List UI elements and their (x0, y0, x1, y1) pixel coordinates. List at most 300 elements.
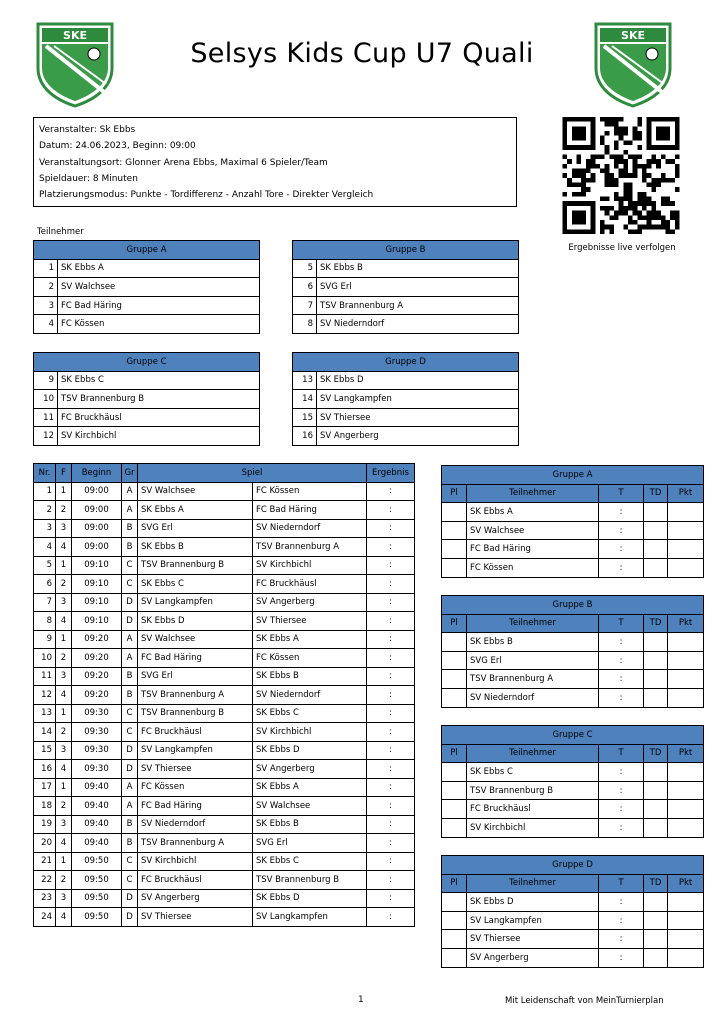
team-number: 16 (293, 427, 317, 446)
points-cell (668, 781, 704, 800)
away-team: SV Kirchbichl (253, 556, 367, 575)
group-team-row (293, 371, 519, 390)
group-team-row (293, 259, 519, 278)
group-team-row (34, 390, 260, 409)
match-group: D (122, 612, 138, 631)
match-number: 15 (34, 741, 56, 760)
group-team-row (34, 259, 260, 278)
goals-cell: : (599, 540, 644, 559)
goal-diff-cell (644, 818, 668, 837)
team-name: SK Ebbs B (317, 259, 519, 278)
match-field: 4 (56, 760, 72, 779)
match-row (34, 649, 415, 668)
standings-team: SV Walchsee (467, 521, 599, 540)
match-row (34, 908, 415, 927)
place-cell (442, 558, 467, 577)
match-number: 2 (34, 501, 56, 520)
away-team: SK Ebbs C (253, 704, 367, 723)
standings-row (442, 781, 704, 800)
col-result: Ergebnis (367, 464, 415, 483)
team-number: 12 (34, 427, 58, 446)
match-result: : (367, 704, 415, 723)
match-number: 21 (34, 852, 56, 871)
place-cell (442, 781, 467, 800)
match-row (34, 760, 415, 779)
group-team-row (293, 315, 519, 334)
group-team-row (293, 278, 519, 297)
match-row (34, 482, 415, 501)
standings-team: TSV Brannenburg B (467, 781, 599, 800)
home-team: SK Ebbs A (138, 501, 253, 520)
group-title: Gruppe B (293, 241, 519, 260)
match-group: B (122, 815, 138, 834)
goals-cell: : (599, 521, 644, 540)
home-team: SV Angerberg (138, 889, 253, 908)
col-team: Teilnehmer (467, 744, 599, 763)
shield-logo-icon (34, 22, 116, 108)
match-result: : (367, 815, 415, 834)
col-goal-diff: TD (644, 744, 668, 763)
col-goals: T (599, 614, 644, 633)
group-table (33, 240, 260, 334)
match-field: 4 (56, 612, 72, 631)
standings-group-title: Gruppe B (442, 596, 704, 615)
match-number: 18 (34, 797, 56, 816)
goal-diff-cell (644, 558, 668, 577)
points-cell (668, 930, 704, 949)
home-team: FC Bad Häring (138, 797, 253, 816)
match-row (34, 519, 415, 538)
standings-group-title: Gruppe D (442, 856, 704, 875)
team-name: FC Bad Häring (58, 296, 260, 315)
match-result: : (367, 797, 415, 816)
home-team: TSV Brannenburg B (138, 556, 253, 575)
points-cell (668, 503, 704, 522)
goal-diff-cell (644, 948, 668, 967)
col-goal-diff: TD (644, 484, 668, 503)
goals-cell: : (599, 893, 644, 912)
goal-diff-cell (644, 503, 668, 522)
team-name: SK Ebbs D (317, 371, 519, 390)
goals-cell: : (599, 763, 644, 782)
match-field: 2 (56, 501, 72, 520)
club-logo-left (34, 22, 116, 108)
match-field: 3 (56, 889, 72, 908)
team-number: 6 (293, 278, 317, 297)
home-team: FC Bad Häring (138, 649, 253, 668)
match-time: 09:00 (72, 482, 122, 501)
match-group: A (122, 630, 138, 649)
away-team: FC Kössen (253, 649, 367, 668)
col-points: Pkt (668, 484, 704, 503)
home-team: SV Thiersee (138, 908, 253, 927)
standings-team: FC Kössen (467, 558, 599, 577)
standings-row (442, 948, 704, 967)
away-team: SK Ebbs D (253, 889, 367, 908)
match-row (34, 538, 415, 557)
goal-diff-cell (644, 911, 668, 930)
match-number: 9 (34, 630, 56, 649)
home-team: SV Thiersee (138, 760, 253, 779)
match-number: 22 (34, 871, 56, 890)
match-result: : (367, 686, 415, 705)
team-name: SVG Erl (317, 278, 519, 297)
team-name: SV Langkampfen (317, 390, 519, 409)
match-field: 1 (56, 482, 72, 501)
team-name: SV Kirchbichl (58, 427, 260, 446)
standings-group-title: Gruppe A (442, 466, 704, 485)
goals-cell: : (599, 911, 644, 930)
standings-table (441, 725, 704, 838)
standings-team: SK Ebbs B (467, 633, 599, 652)
match-row (34, 741, 415, 760)
match-number: 1 (34, 482, 56, 501)
participants-label: Teilnehmer (37, 227, 84, 237)
away-team: SV Niederndorf (253, 519, 367, 538)
standings-row (442, 818, 704, 837)
place-cell (442, 540, 467, 559)
match-row (34, 815, 415, 834)
match-result: : (367, 538, 415, 557)
standings-row (442, 893, 704, 912)
home-team: SK Ebbs C (138, 575, 253, 594)
match-time: 09:20 (72, 649, 122, 668)
team-number: 8 (293, 315, 317, 334)
match-field: 3 (56, 741, 72, 760)
standings-table (441, 595, 704, 708)
standings-team: SV Thiersee (467, 930, 599, 949)
match-row (34, 889, 415, 908)
schedule-table (33, 463, 415, 927)
match-result: : (367, 741, 415, 760)
match-number: 17 (34, 778, 56, 797)
standings-row (442, 521, 704, 540)
match-result: : (367, 852, 415, 871)
goals-cell: : (599, 800, 644, 819)
away-team: SV Niederndorf (253, 686, 367, 705)
place-cell (442, 948, 467, 967)
match-group: D (122, 908, 138, 927)
group-title: Gruppe D (293, 353, 519, 372)
match-number: 19 (34, 815, 56, 834)
match-group: B (122, 667, 138, 686)
match-result: : (367, 760, 415, 779)
match-group: B (122, 686, 138, 705)
group-table (292, 240, 519, 334)
home-team: FC Bruckhäusl (138, 871, 253, 890)
points-cell (668, 893, 704, 912)
match-number: 7 (34, 593, 56, 612)
match-time: 09:50 (72, 852, 122, 871)
goal-diff-cell (644, 930, 668, 949)
col-points: Pkt (668, 614, 704, 633)
match-group: D (122, 889, 138, 908)
match-result: : (367, 593, 415, 612)
match-result: : (367, 482, 415, 501)
goal-diff-cell (644, 800, 668, 819)
away-team: TSV Brannenburg A (253, 538, 367, 557)
col-place: Pl (442, 484, 467, 503)
points-cell (668, 651, 704, 670)
match-time: 09:00 (72, 538, 122, 557)
home-team: SV Niederndorf (138, 815, 253, 834)
match-result: : (367, 871, 415, 890)
info-venue: Veranstaltungsort: Glonner Arena Ebbs, Maximal 6 Spieler/Team (39, 157, 328, 168)
place-cell (442, 893, 467, 912)
points-cell (668, 558, 704, 577)
away-team: FC Bruckhäusl (253, 575, 367, 594)
home-team: FC Kössen (138, 778, 253, 797)
team-name: SV Niederndorf (317, 315, 519, 334)
match-number: 13 (34, 704, 56, 723)
match-time: 09:40 (72, 815, 122, 834)
match-result: : (367, 908, 415, 927)
goal-diff-cell (644, 763, 668, 782)
points-cell (668, 948, 704, 967)
standings-row (442, 558, 704, 577)
away-team: SV Angerberg (253, 593, 367, 612)
points-cell (668, 818, 704, 837)
home-team: SV Langkampfen (138, 593, 253, 612)
standings-group-title: Gruppe C (442, 726, 704, 745)
goals-cell: : (599, 948, 644, 967)
match-time: 09:50 (72, 889, 122, 908)
col-goals: T (599, 484, 644, 503)
col-place: Pl (442, 744, 467, 763)
match-time: 09:30 (72, 723, 122, 742)
match-group: A (122, 482, 138, 501)
standings-row (442, 763, 704, 782)
match-group: B (122, 519, 138, 538)
svg-text:SKE: SKE (621, 29, 645, 42)
home-team: TSV Brannenburg B (138, 704, 253, 723)
points-cell (668, 911, 704, 930)
goals-cell: : (599, 503, 644, 522)
away-team: FC Kössen (253, 482, 367, 501)
goals-cell: : (599, 930, 644, 949)
team-number: 14 (293, 390, 317, 409)
match-row (34, 575, 415, 594)
match-group: C (122, 723, 138, 742)
info-duration: Spieldauer: 8 Minuten (39, 173, 138, 184)
match-row (34, 556, 415, 575)
match-group: B (122, 834, 138, 853)
match-number: 24 (34, 908, 56, 927)
group-table (292, 352, 519, 446)
team-number: 13 (293, 371, 317, 390)
group-team-row (34, 371, 260, 390)
home-team: TSV Brannenburg A (138, 686, 253, 705)
match-number: 4 (34, 538, 56, 557)
match-time: 09:50 (72, 908, 122, 927)
event-info-box (33, 117, 517, 207)
match-number: 12 (34, 686, 56, 705)
match-group: A (122, 501, 138, 520)
standings-row (442, 688, 704, 707)
place-cell (442, 763, 467, 782)
match-group: A (122, 778, 138, 797)
goal-diff-cell (644, 893, 668, 912)
away-team: SV Walchsee (253, 797, 367, 816)
match-number: 5 (34, 556, 56, 575)
page-title: Selsys Kids Cup U7 Quali (190, 38, 534, 70)
match-time: 09:10 (72, 556, 122, 575)
home-team: SK Ebbs B (138, 538, 253, 557)
standings-team: SV Angerberg (467, 948, 599, 967)
match-field: 3 (56, 667, 72, 686)
match-field: 4 (56, 834, 72, 853)
group-team-row (293, 408, 519, 427)
match-group: A (122, 797, 138, 816)
match-row (34, 778, 415, 797)
goal-diff-cell (644, 781, 668, 800)
place-cell (442, 503, 467, 522)
team-number: 4 (34, 315, 58, 334)
match-field: 2 (56, 575, 72, 594)
match-group: A (122, 649, 138, 668)
standings-team: SK Ebbs C (467, 763, 599, 782)
team-number: 5 (293, 259, 317, 278)
home-team: TSV Brannenburg A (138, 834, 253, 853)
team-number: 3 (34, 296, 58, 315)
group-team-row (34, 427, 260, 446)
match-time: 09:10 (72, 575, 122, 594)
away-team: SV Langkampfen (253, 908, 367, 927)
match-row (34, 797, 415, 816)
match-row (34, 593, 415, 612)
group-team-row (293, 296, 519, 315)
team-number: 11 (34, 408, 58, 427)
match-group: C (122, 575, 138, 594)
team-number: 2 (34, 278, 58, 297)
match-field: 2 (56, 649, 72, 668)
team-name: TSV Brannenburg B (58, 390, 260, 409)
standings-team: SVG Erl (467, 651, 599, 670)
standings-row (442, 670, 704, 689)
team-name: SK Ebbs C (58, 371, 260, 390)
match-row (34, 501, 415, 520)
standings-row (442, 503, 704, 522)
match-time: 09:40 (72, 797, 122, 816)
match-time: 09:30 (72, 760, 122, 779)
away-team: SK Ebbs B (253, 815, 367, 834)
home-team: SV Walchsee (138, 482, 253, 501)
group-title: Gruppe A (34, 241, 260, 260)
standings-team: SV Langkampfen (467, 911, 599, 930)
goal-diff-cell (644, 651, 668, 670)
match-field: 2 (56, 871, 72, 890)
match-field: 3 (56, 519, 72, 538)
info-date: Datum: 24.06.2023, Beginn: 09:00 (39, 141, 196, 152)
goal-diff-cell (644, 521, 668, 540)
match-time: 09:20 (72, 667, 122, 686)
team-name: FC Bruckhäusl (58, 408, 260, 427)
standings-team: FC Bad Häring (467, 540, 599, 559)
match-number: 14 (34, 723, 56, 742)
points-cell (668, 800, 704, 819)
col-goal-diff: TD (644, 874, 668, 893)
goal-diff-cell (644, 670, 668, 689)
match-row (34, 871, 415, 890)
team-name: FC Kössen (58, 315, 260, 334)
place-cell (442, 818, 467, 837)
info-organizer: Veranstalter: Sk Ebbs (39, 125, 136, 135)
standings-row (442, 800, 704, 819)
match-field: 2 (56, 723, 72, 742)
away-team: SV Thiersee (253, 612, 367, 631)
goal-diff-cell (644, 633, 668, 652)
standings-team: SV Kirchbichl (467, 818, 599, 837)
qr-code-icon[interactable] (562, 117, 680, 234)
match-row (34, 630, 415, 649)
match-result: : (367, 723, 415, 742)
match-field: 1 (56, 704, 72, 723)
match-group: C (122, 556, 138, 575)
place-cell (442, 633, 467, 652)
col-group: Gr (122, 464, 138, 483)
match-group: C (122, 852, 138, 871)
home-team: SV Walchsee (138, 630, 253, 649)
col-team: Teilnehmer (467, 614, 599, 633)
goals-cell: : (599, 688, 644, 707)
team-number: 9 (34, 371, 58, 390)
match-field: 1 (56, 852, 72, 871)
place-cell (442, 930, 467, 949)
standings-row (442, 633, 704, 652)
match-number: 16 (34, 760, 56, 779)
match-field: 3 (56, 815, 72, 834)
standings-row (442, 911, 704, 930)
col-team: Teilnehmer (467, 484, 599, 503)
match-result: : (367, 612, 415, 631)
standings-team: SK Ebbs D (467, 893, 599, 912)
col-field: F (56, 464, 72, 483)
away-team: SK Ebbs A (253, 630, 367, 649)
match-result: : (367, 778, 415, 797)
match-group: B (122, 538, 138, 557)
match-result: : (367, 889, 415, 908)
group-table (33, 352, 260, 446)
col-place: Pl (442, 874, 467, 893)
place-cell (442, 521, 467, 540)
team-number: 7 (293, 296, 317, 315)
away-team: FC Bad Häring (253, 501, 367, 520)
shield-logo-icon (592, 22, 674, 108)
match-group: C (122, 871, 138, 890)
match-group: D (122, 741, 138, 760)
points-cell (668, 633, 704, 652)
match-field: 1 (56, 556, 72, 575)
group-title: Gruppe C (34, 353, 260, 372)
match-time: 09:00 (72, 519, 122, 538)
standings-team: FC Bruckhäusl (467, 800, 599, 819)
match-time: 09:10 (72, 612, 122, 631)
goal-diff-cell (644, 688, 668, 707)
home-team: SVG Erl (138, 519, 253, 538)
match-row (34, 612, 415, 631)
match-row (34, 834, 415, 853)
match-row (34, 704, 415, 723)
col-place: Pl (442, 614, 467, 633)
group-team-row (34, 278, 260, 297)
match-result: : (367, 834, 415, 853)
match-field: 2 (56, 797, 72, 816)
standings-row (442, 540, 704, 559)
match-time: 09:30 (72, 704, 122, 723)
match-result: : (367, 556, 415, 575)
place-cell (442, 688, 467, 707)
group-team-row (293, 427, 519, 446)
